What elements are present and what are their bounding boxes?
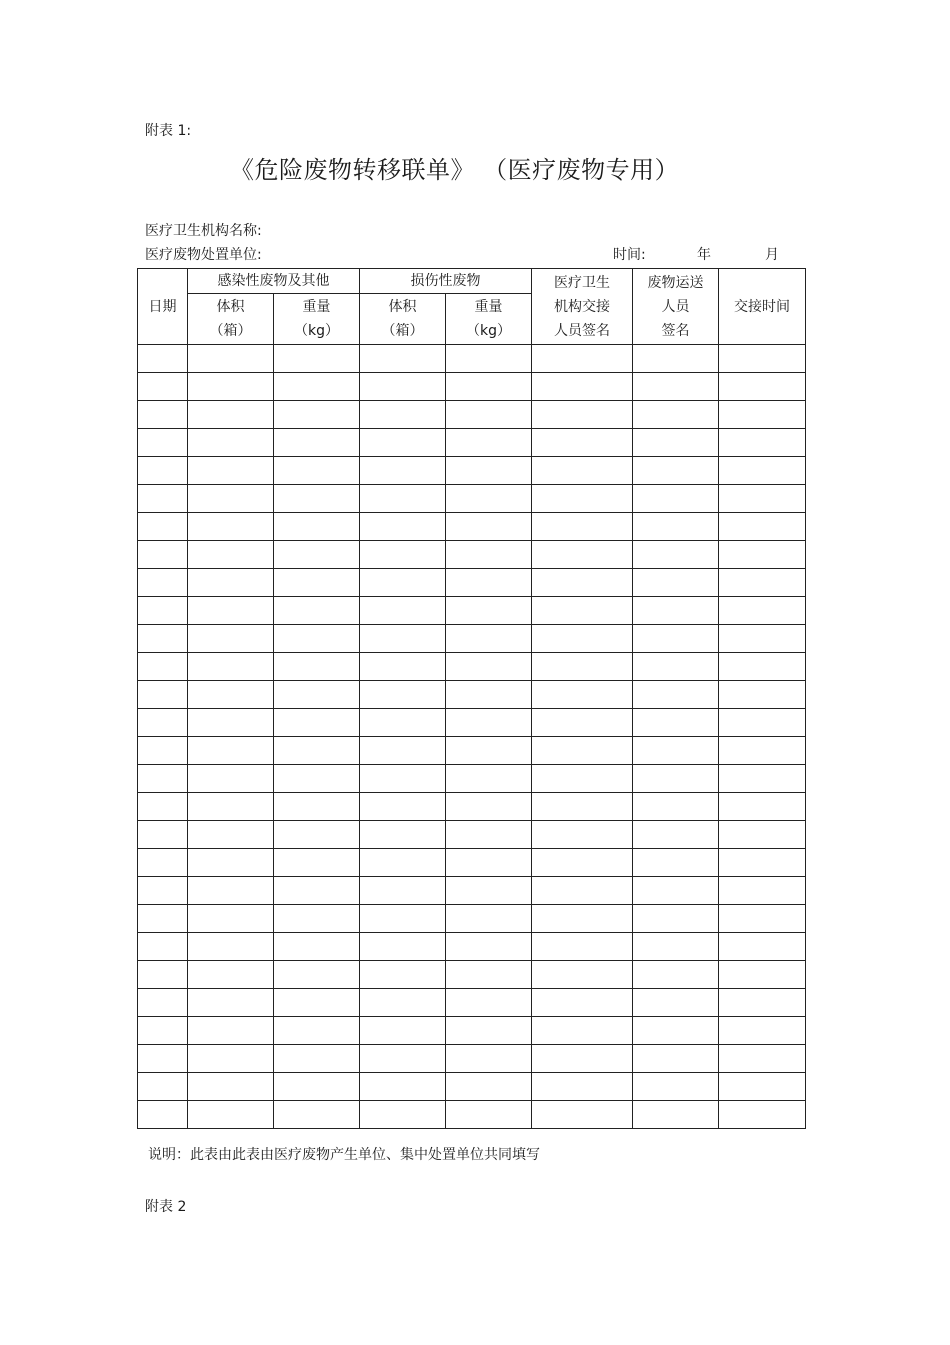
table-cell[interactable] <box>532 821 633 849</box>
table-cell[interactable] <box>719 541 806 569</box>
table-row <box>138 513 806 541</box>
table-cell[interactable] <box>446 541 532 569</box>
table-cell[interactable] <box>138 429 188 457</box>
table-cell[interactable] <box>532 569 633 597</box>
transfer-form-table <box>137 268 806 1129</box>
box-unit-label: （箱） <box>381 323 424 339</box>
kg-unit-label: （kg） <box>466 323 511 339</box>
table-cell[interactable] <box>633 457 719 485</box>
table-row <box>138 793 806 821</box>
table-cell[interactable] <box>446 485 532 513</box>
table-cell[interactable] <box>446 597 532 625</box>
table-cell[interactable] <box>532 1045 633 1073</box>
transport-sign-header <box>633 269 719 345</box>
volume-label: 体积 <box>216 299 245 315</box>
table-row <box>138 989 806 1017</box>
table-cell[interactable] <box>532 737 633 765</box>
table-cell[interactable] <box>633 933 719 961</box>
table-cell[interactable] <box>446 821 532 849</box>
table-cell[interactable] <box>274 961 360 989</box>
table-cell[interactable] <box>274 1073 360 1101</box>
table-cell[interactable] <box>274 933 360 961</box>
institution-sign-header <box>532 269 633 345</box>
table-cell[interactable] <box>532 345 633 373</box>
infectious-weight-header <box>274 294 360 345</box>
table-cell[interactable] <box>274 765 360 793</box>
table-cell[interactable] <box>633 877 719 905</box>
table-cell[interactable] <box>360 569 446 597</box>
table-cell[interactable] <box>719 1045 806 1073</box>
table-cell[interactable] <box>360 513 446 541</box>
institution-sign-line: 机构交接 <box>554 298 610 315</box>
table-cell[interactable] <box>274 653 360 681</box>
table-cell[interactable] <box>719 709 806 737</box>
table-cell[interactable] <box>633 849 719 877</box>
table-cell[interactable] <box>532 961 633 989</box>
table-cell[interactable] <box>138 401 188 429</box>
table-cell[interactable] <box>138 765 188 793</box>
table-cell[interactable] <box>446 1073 532 1101</box>
attachment-2-label: 附表 2 <box>145 1199 187 1215</box>
table-cell[interactable] <box>274 849 360 877</box>
sharps-weight-header <box>446 294 532 345</box>
table-cell[interactable] <box>274 597 360 625</box>
attachment-1-label: 附表 1: <box>145 123 192 139</box>
table-cell[interactable] <box>274 877 360 905</box>
table-cell[interactable] <box>446 709 532 737</box>
table-cell[interactable] <box>138 681 188 709</box>
table-cell[interactable] <box>719 1073 806 1101</box>
year-label: 年 <box>697 247 711 263</box>
table-cell[interactable] <box>633 1073 719 1101</box>
table-cell[interactable] <box>532 457 633 485</box>
table-cell[interactable] <box>360 1017 446 1045</box>
table-cell[interactable] <box>719 1101 806 1129</box>
table-cell[interactable] <box>274 513 360 541</box>
transport-sign-line: 签名 <box>661 322 690 339</box>
table-row <box>138 709 806 737</box>
table-cell[interactable] <box>360 737 446 765</box>
table-cell[interactable] <box>274 345 360 373</box>
institution-sign-line: 人员签名 <box>554 322 610 339</box>
table-cell[interactable] <box>719 1017 806 1045</box>
table-cell[interactable] <box>188 709 274 737</box>
table-cell[interactable] <box>532 625 633 653</box>
table-cell[interactable] <box>446 513 532 541</box>
table-cell[interactable] <box>138 653 188 681</box>
table-cell[interactable] <box>446 877 532 905</box>
table-cell[interactable] <box>719 625 806 653</box>
infectious-waste-header: 感染性废物及其他 <box>188 269 360 294</box>
table-cell[interactable] <box>446 737 532 765</box>
box-unit-label: （箱） <box>209 323 252 339</box>
table-cell[interactable] <box>446 933 532 961</box>
table-cell[interactable] <box>188 849 274 877</box>
table-cell[interactable] <box>138 1017 188 1045</box>
table-cell[interactable] <box>274 681 360 709</box>
table-cell[interactable] <box>532 653 633 681</box>
weight-label: 重量 <box>474 299 503 315</box>
table-cell[interactable] <box>446 569 532 597</box>
table-row <box>138 625 806 653</box>
form-body <box>138 345 806 1129</box>
table-cell[interactable] <box>633 625 719 653</box>
table-row <box>138 1045 806 1073</box>
table-cell[interactable] <box>532 1101 633 1129</box>
table-cell[interactable] <box>188 1045 274 1073</box>
table-cell[interactable] <box>360 1101 446 1129</box>
table-cell[interactable] <box>532 709 633 737</box>
table-cell[interactable] <box>446 429 532 457</box>
table-cell[interactable] <box>188 933 274 961</box>
time-label: 时间: <box>613 247 646 263</box>
table-cell[interactable] <box>719 737 806 765</box>
table-cell[interactable] <box>360 765 446 793</box>
table-cell[interactable] <box>360 933 446 961</box>
table-row <box>138 849 806 877</box>
table-cell[interactable] <box>138 513 188 541</box>
table-cell[interactable] <box>532 877 633 905</box>
table-cell[interactable] <box>360 457 446 485</box>
table-cell[interactable] <box>446 681 532 709</box>
table-row <box>138 961 806 989</box>
table-cell[interactable] <box>446 765 532 793</box>
table-row <box>138 569 806 597</box>
table-cell[interactable] <box>188 541 274 569</box>
table-cell[interactable] <box>719 989 806 1017</box>
table-cell[interactable] <box>360 345 446 373</box>
table-cell[interactable] <box>274 821 360 849</box>
table-cell[interactable] <box>138 597 188 625</box>
table-cell[interactable] <box>274 373 360 401</box>
table-cell[interactable] <box>633 709 719 737</box>
table-cell[interactable] <box>446 849 532 877</box>
table-cell[interactable] <box>138 485 188 513</box>
table-cell[interactable] <box>633 597 719 625</box>
table-row <box>138 373 806 401</box>
table-cell[interactable] <box>188 989 274 1017</box>
table-cell[interactable] <box>633 429 719 457</box>
table-cell[interactable] <box>274 1017 360 1045</box>
table-row <box>138 541 806 569</box>
footer-note: 说明：此表由此表由医疗废物产生单位、集中处置单位共同填写 <box>148 1147 540 1163</box>
table-row <box>138 821 806 849</box>
table-cell[interactable] <box>633 737 719 765</box>
date-header: 日期 <box>138 269 188 345</box>
institution-sign-line: 医疗卫生 <box>554 274 610 291</box>
table-cell[interactable] <box>446 793 532 821</box>
table-cell[interactable] <box>188 821 274 849</box>
table-cell[interactable] <box>360 793 446 821</box>
table-cell[interactable] <box>719 401 806 429</box>
table-cell[interactable] <box>274 709 360 737</box>
table-cell[interactable] <box>360 373 446 401</box>
transport-sign-line: 人员 <box>661 298 690 315</box>
table-cell[interactable] <box>532 849 633 877</box>
table-cell[interactable] <box>633 485 719 513</box>
table-cell[interactable] <box>633 1017 719 1045</box>
table-row <box>138 933 806 961</box>
table-cell[interactable] <box>532 933 633 961</box>
table-cell[interactable] <box>138 849 188 877</box>
table-cell[interactable] <box>188 765 274 793</box>
table-cell[interactable] <box>633 1045 719 1073</box>
table-cell[interactable] <box>532 429 633 457</box>
table-cell[interactable] <box>719 345 806 373</box>
table-cell[interactable] <box>719 429 806 457</box>
table-cell[interactable] <box>532 1073 633 1101</box>
table-cell[interactable] <box>138 905 188 933</box>
table-cell[interactable] <box>446 653 532 681</box>
table-cell[interactable] <box>274 1045 360 1073</box>
table-cell[interactable] <box>446 373 532 401</box>
table-cell[interactable] <box>532 793 633 821</box>
sharps-waste-header: 损伤性废物 <box>360 269 532 294</box>
table-cell[interactable] <box>360 429 446 457</box>
table-cell[interactable] <box>188 485 274 513</box>
table-cell[interactable] <box>188 905 274 933</box>
table-cell[interactable] <box>188 961 274 989</box>
table-cell[interactable] <box>274 569 360 597</box>
table-cell[interactable] <box>446 345 532 373</box>
table-row <box>138 653 806 681</box>
table-cell[interactable] <box>360 821 446 849</box>
table-cell[interactable] <box>719 569 806 597</box>
table-row <box>138 905 806 933</box>
table-cell[interactable] <box>719 765 806 793</box>
table-cell[interactable] <box>188 625 274 653</box>
table-cell[interactable] <box>188 653 274 681</box>
table-cell[interactable] <box>274 485 360 513</box>
table-cell[interactable] <box>360 877 446 905</box>
table-cell[interactable] <box>138 877 188 905</box>
infectious-volume-header <box>188 294 274 345</box>
table-cell[interactable] <box>138 569 188 597</box>
disposal-unit-label: 医疗废物处置单位: <box>145 247 262 263</box>
table-cell[interactable] <box>446 905 532 933</box>
table-cell[interactable] <box>633 821 719 849</box>
table-cell[interactable] <box>446 457 532 485</box>
table-cell[interactable] <box>274 1101 360 1129</box>
table-cell[interactable] <box>719 821 806 849</box>
table-row <box>138 737 806 765</box>
table-cell[interactable] <box>360 1045 446 1073</box>
table-cell[interactable] <box>188 877 274 905</box>
table-cell[interactable] <box>532 1017 633 1045</box>
table-cell[interactable] <box>633 961 719 989</box>
table-cell[interactable] <box>188 737 274 765</box>
table-cell[interactable] <box>633 765 719 793</box>
table-cell[interactable] <box>719 933 806 961</box>
table-cell[interactable] <box>360 961 446 989</box>
table-cell[interactable] <box>719 849 806 877</box>
table-cell[interactable] <box>719 373 806 401</box>
table-cell[interactable] <box>360 681 446 709</box>
table-cell[interactable] <box>274 737 360 765</box>
table-cell[interactable] <box>138 989 188 1017</box>
table-cell[interactable] <box>360 709 446 737</box>
month-label: 月 <box>765 247 779 263</box>
table-cell[interactable] <box>532 905 633 933</box>
table-cell[interactable] <box>633 373 719 401</box>
table-row <box>138 457 806 485</box>
table-cell[interactable] <box>360 485 446 513</box>
table-cell[interactable] <box>719 877 806 905</box>
table-cell[interactable] <box>138 345 188 373</box>
table-cell[interactable] <box>138 373 188 401</box>
table-cell[interactable] <box>446 401 532 429</box>
table-cell[interactable] <box>360 653 446 681</box>
table-cell[interactable] <box>274 401 360 429</box>
table-cell[interactable] <box>188 1073 274 1101</box>
table-cell[interactable] <box>138 1073 188 1101</box>
institution-name-label: 医疗卫生机构名称: <box>145 223 262 239</box>
table-cell[interactable] <box>532 765 633 793</box>
handover-time-header: 交接时间 <box>719 269 806 345</box>
table-cell[interactable] <box>138 709 188 737</box>
table-row <box>138 877 806 905</box>
table-cell[interactable] <box>138 821 188 849</box>
table-cell[interactable] <box>532 373 633 401</box>
table-cell[interactable] <box>719 653 806 681</box>
table-cell[interactable] <box>360 625 446 653</box>
table-cell[interactable] <box>274 793 360 821</box>
table-row <box>138 401 806 429</box>
table-cell[interactable] <box>188 681 274 709</box>
table-cell[interactable] <box>188 569 274 597</box>
table-cell[interactable] <box>532 597 633 625</box>
table-cell[interactable] <box>274 989 360 1017</box>
table-row <box>138 485 806 513</box>
table-cell[interactable] <box>633 653 719 681</box>
table-row <box>138 1073 806 1101</box>
table-cell[interactable] <box>446 1017 532 1045</box>
table-cell[interactable] <box>188 1101 274 1129</box>
table-cell[interactable] <box>188 513 274 541</box>
table-cell[interactable] <box>274 625 360 653</box>
table-cell[interactable] <box>360 401 446 429</box>
table-cell[interactable] <box>532 513 633 541</box>
form-title: 《危险废物转移联单》 （医疗废物专用） <box>230 156 680 184</box>
table-cell[interactable] <box>188 1017 274 1045</box>
table-cell[interactable] <box>719 597 806 625</box>
table-row <box>138 597 806 625</box>
weight-label: 重量 <box>302 299 331 315</box>
table-cell[interactable] <box>360 849 446 877</box>
kg-unit-label: （kg） <box>294 323 339 339</box>
table-cell[interactable] <box>360 989 446 1017</box>
table-cell[interactable] <box>446 625 532 653</box>
table-cell[interactable] <box>446 961 532 989</box>
table-cell[interactable] <box>138 737 188 765</box>
table-cell[interactable] <box>719 513 806 541</box>
table-cell[interactable] <box>633 681 719 709</box>
table-cell[interactable] <box>188 345 274 373</box>
table-cell[interactable] <box>138 961 188 989</box>
table-cell[interactable] <box>360 905 446 933</box>
table-cell[interactable] <box>360 1073 446 1101</box>
table-cell[interactable] <box>188 373 274 401</box>
table-cell[interactable] <box>446 989 532 1017</box>
table-cell[interactable] <box>360 597 446 625</box>
table-cell[interactable] <box>274 429 360 457</box>
table-cell[interactable] <box>719 485 806 513</box>
sharps-volume-header <box>360 294 446 345</box>
table-cell[interactable] <box>274 541 360 569</box>
table-cell[interactable] <box>532 485 633 513</box>
table-cell[interactable] <box>138 1101 188 1129</box>
table-cell[interactable] <box>633 905 719 933</box>
table-cell[interactable] <box>274 457 360 485</box>
table-cell[interactable] <box>633 989 719 1017</box>
volume-label: 体积 <box>388 299 417 315</box>
table-cell[interactable] <box>532 541 633 569</box>
table-cell[interactable] <box>138 457 188 485</box>
table-cell[interactable] <box>446 1101 532 1129</box>
table-cell[interactable] <box>188 401 274 429</box>
table-cell[interactable] <box>633 401 719 429</box>
table-cell[interactable] <box>633 569 719 597</box>
table-cell[interactable] <box>719 793 806 821</box>
table-cell[interactable] <box>360 541 446 569</box>
table-cell[interactable] <box>188 429 274 457</box>
table-cell[interactable] <box>633 1101 719 1129</box>
table-row <box>138 681 806 709</box>
table-cell[interactable] <box>719 905 806 933</box>
table-cell[interactable] <box>188 457 274 485</box>
table-cell[interactable] <box>719 961 806 989</box>
table-row <box>138 1017 806 1045</box>
table-cell[interactable] <box>633 345 719 373</box>
transport-sign-line: 废物运送 <box>647 274 704 291</box>
table-cell[interactable] <box>633 513 719 541</box>
table-cell[interactable] <box>138 933 188 961</box>
table-cell[interactable] <box>138 793 188 821</box>
table-cell[interactable] <box>446 1045 532 1073</box>
table-cell[interactable] <box>532 681 633 709</box>
table-cell[interactable] <box>188 597 274 625</box>
table-cell[interactable] <box>532 401 633 429</box>
table-row <box>138 429 806 457</box>
table-cell[interactable] <box>719 457 806 485</box>
table-cell[interactable] <box>633 541 719 569</box>
table-cell[interactable] <box>274 905 360 933</box>
table-cell[interactable] <box>532 989 633 1017</box>
table-cell[interactable] <box>138 1045 188 1073</box>
table-row <box>138 345 806 373</box>
table-cell[interactable] <box>719 681 806 709</box>
table-cell[interactable] <box>138 541 188 569</box>
table-cell[interactable] <box>633 793 719 821</box>
table-row <box>138 765 806 793</box>
table-row <box>138 1101 806 1129</box>
table-cell[interactable] <box>188 793 274 821</box>
table-cell[interactable] <box>138 625 188 653</box>
